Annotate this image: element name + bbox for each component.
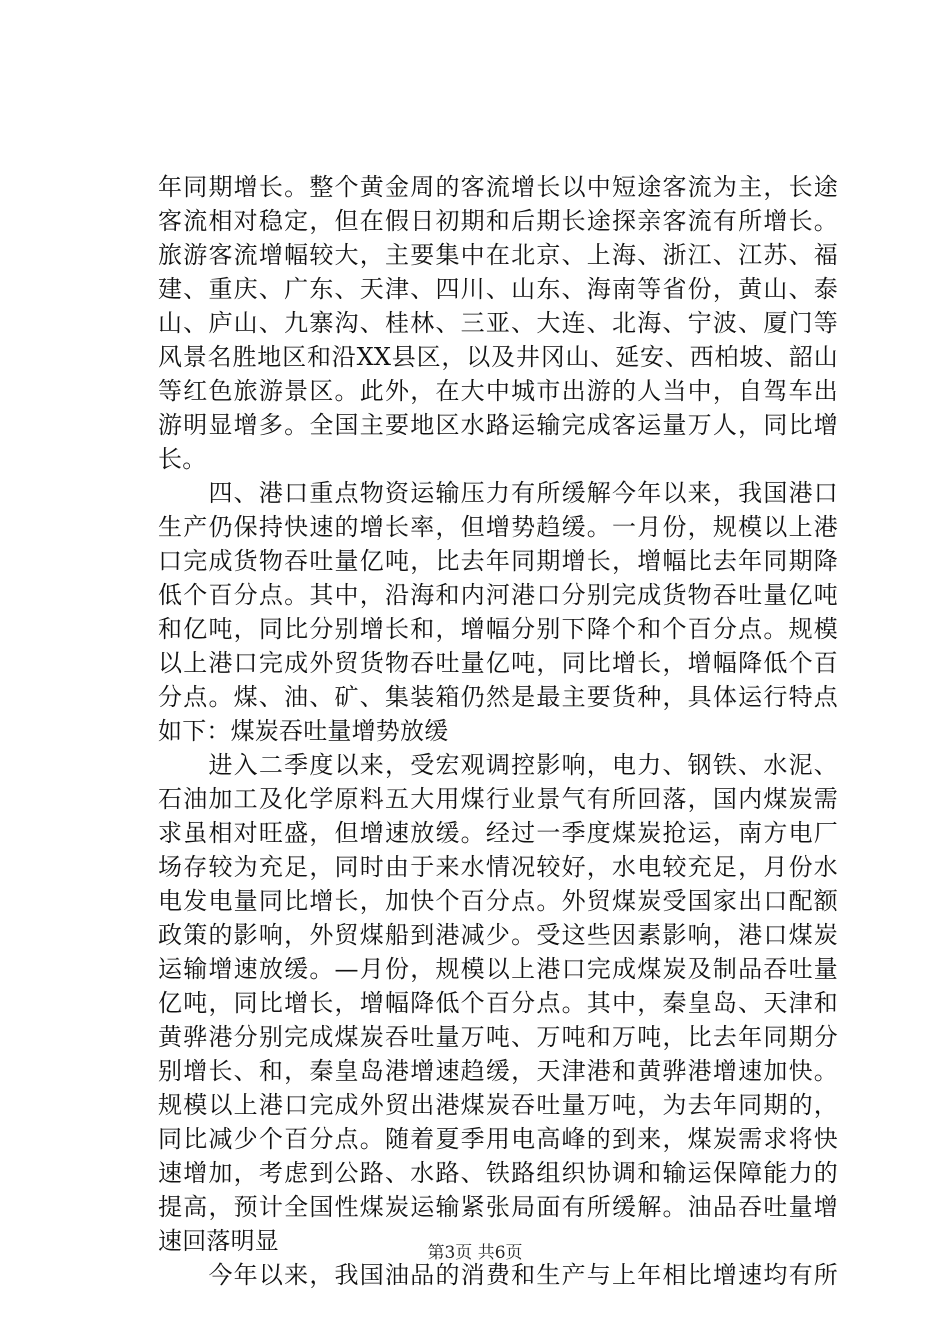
text-line: 以上港口完成外贸货物吞吐量亿吨，同比增长，增幅降低个百 (158, 649, 838, 677)
text-line: 进入二季度以来，受宏观调控影响，电力、钢铁、水泥、 (158, 751, 838, 779)
text-line: 亿吨，同比增长，增幅降低个百分点。其中，秦皇岛、天津和 (158, 989, 838, 1017)
text-line: 速增加，考虑到公路、水路、铁路组织协调和输运保障能力的 (158, 1159, 838, 1187)
text-line: 如下：煤炭吞吐量增势放缓 (158, 717, 449, 745)
text-line: 求虽相对旺盛，但增速放缓。经过一季度煤炭抢运，南方电厂 (158, 819, 838, 847)
text-line: 山、庐山、九寨沟、桂林、三亚、大连、北海、宁波、厦门等 (158, 309, 838, 337)
text-line: 低个百分点。其中，沿海和内河港口分别完成货物吞吐量亿吨 (158, 581, 838, 609)
text-line: 等红色旅游景区。此外，在大中城市出游的人当中，自驾车出 (158, 377, 838, 405)
text-line: 运输增速放缓。—月份，规模以上港口完成煤炭及制品吞吐量 (158, 955, 838, 983)
text-line: 客流相对稳定，但在假日初期和后期长途探亲客流有所增长。 (158, 207, 838, 235)
text-line: 同比减少个百分点。随着夏季用电高峰的到来，煤炭需求将快 (158, 1125, 838, 1153)
text-line: 石油加工及化学原料五大用煤行业景气有所回落，国内煤炭需 (158, 785, 838, 813)
body-text (158, 170, 838, 1292)
text-line: 分点。煤、油、矿、集装箱仍然是最主要货种，具体运行特点 (158, 683, 838, 711)
text-line: 长。 (158, 445, 207, 473)
text-line: 游明显增多。全国主要地区水路运输完成客运量万人，同比增 (158, 411, 838, 439)
text-line: 四、港口重点物资运输压力有所缓解今年以来，我国港口 (158, 479, 838, 507)
text-line: 规模以上港口完成外贸出港煤炭吞吐量万吨，为去年同期的， (158, 1091, 838, 1119)
text-line: 电发电量同比增长，加快个百分点。外贸煤炭受国家出口配额 (158, 887, 838, 915)
text-line: 速回落明显 (158, 1227, 279, 1255)
text-line: 旅游客流增幅较大，主要集中在北京、上海、浙江、江苏、福 (158, 241, 838, 269)
text-line: 提高，预计全国性煤炭运输紧张局面有所缓解。油品吞吐量增 (158, 1193, 838, 1221)
text-line: 年同期增长。整个黄金周的客流增长以中短途客流为主，长途 (158, 173, 838, 201)
text-line: 生产仍保持快速的增长率，但增势趋缓。一月份，规模以上港 (158, 513, 838, 541)
text-line: 政策的影响，外贸煤船到港减少。受这些因素影响，港口煤炭 (158, 921, 838, 949)
text-line: 和亿吨，同比分别增长和，增幅分别下降个和个百分点。规模 (158, 615, 838, 643)
text-line: 黄骅港分别完成煤炭吞吐量万吨、万吨和万吨，比去年同期分 (158, 1023, 838, 1051)
text-line: 今年以来，我国油品的消费和生产与上年相比增速均有所 (158, 1261, 838, 1289)
page-footer: 第3页 共6页 (427, 1243, 523, 1263)
text-line: 场存较为充足，同时由于来水情况较好，水电较充足，月份水 (158, 853, 838, 881)
text-line: 建、重庆、广东、天津、四川、山东、海南等省份，黄山、泰 (158, 275, 838, 303)
text-line: 风景名胜地区和沿XX县区，以及井冈山、延安、西柏坡、韶山 (158, 343, 838, 371)
text-line: 口完成货物吞吐量亿吨，比去年同期增长，增幅比去年同期降 (158, 547, 838, 575)
text-line: 别增长、和，秦皇岛港增速趋缓，天津港和黄骅港增速加快。 (158, 1057, 838, 1085)
